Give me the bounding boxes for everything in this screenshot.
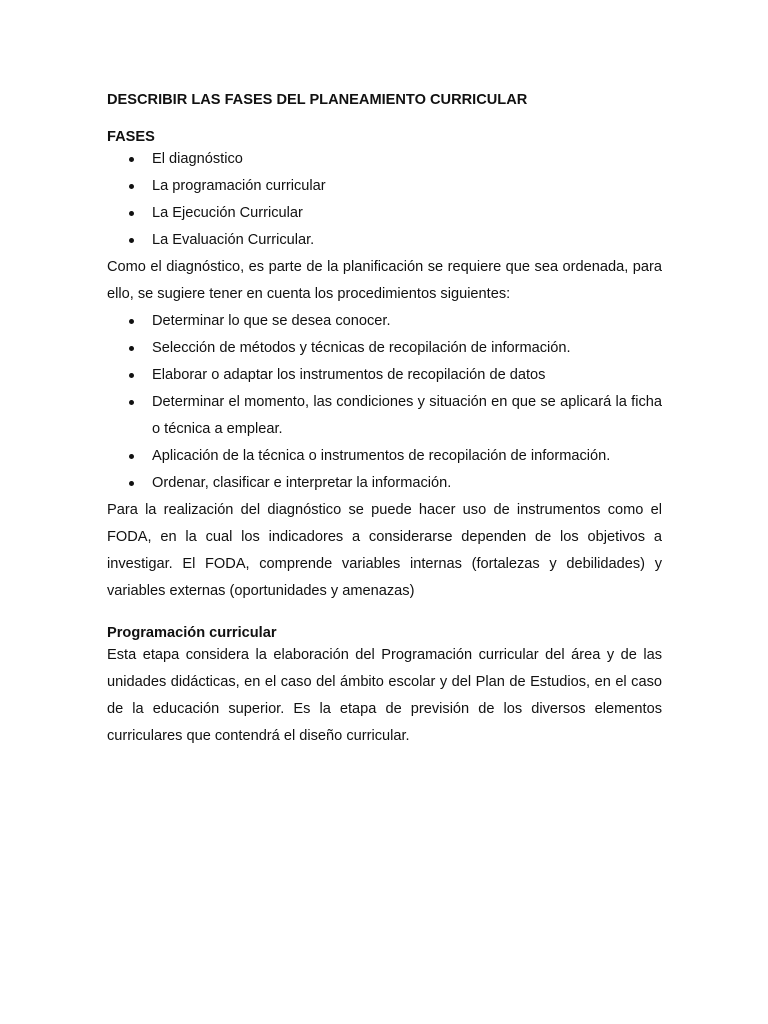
list-item xyxy=(107,470,662,497)
list-item-text: La programación curricular xyxy=(152,178,326,194)
fases-heading: FASES xyxy=(107,129,155,145)
list-item xyxy=(107,389,662,443)
list-item xyxy=(107,227,662,254)
list-item-text: Determinar lo que se desea conocer. xyxy=(152,313,391,329)
foda-paragraph: Para la realización del diagnóstico se puede hacer uso de instrumentos como el FODA, en la cual los indicadores a considerarse dependen de los objetivos a investigar. El FODA, comprende variables internas (fortalezas y debilidades) y variables externas (oportunidades y amenazas) xyxy=(107,502,662,599)
list-item xyxy=(107,146,662,173)
bullet-icon xyxy=(129,373,134,378)
list-item xyxy=(107,443,662,470)
list-item-text: Selección de métodos y técnicas de recopilación de información. xyxy=(152,340,571,356)
list-item xyxy=(107,335,662,362)
bullet-icon xyxy=(129,184,134,189)
list-item xyxy=(107,200,662,227)
bullet-icon xyxy=(129,211,134,216)
list-item xyxy=(107,173,662,200)
list-item-text: La Ejecución Curricular xyxy=(152,205,303,221)
list-item xyxy=(107,308,662,335)
list-item-text: Determinar el momento, las condiciones y situación en que se aplicará la ficha o técnica a emplear. xyxy=(152,394,662,437)
programacion-heading: Programación curricular xyxy=(107,625,277,641)
procedures-list xyxy=(107,308,662,497)
intro-paragraph: Como el diagnóstico, es parte de la planificación se requiere que sea ordenada, para ello, se sugiere tener en cuenta los procedimientos siguientes: xyxy=(107,259,662,302)
list-item xyxy=(107,362,662,389)
fases-list xyxy=(107,146,662,254)
programacion-paragraph: Esta etapa considera la elaboración del Programación curricular del área y de las unidades didácticas, en el caso del ámbito escolar y del Plan de Estudios, en el caso de la educación superior. Es la etapa de previsión de los diversos elementos curriculares que contendrá el diseño curricular. xyxy=(107,647,662,744)
bullet-icon xyxy=(129,454,134,459)
list-item-text: Aplicación de la técnica o instrumentos de recopilación de información. xyxy=(152,448,611,464)
list-item-text: Elaborar o adaptar los instrumentos de recopilación de datos xyxy=(152,367,546,383)
bullet-icon xyxy=(129,346,134,351)
bullet-icon xyxy=(129,238,134,243)
list-item-text: El diagnóstico xyxy=(152,151,243,167)
document-title: DESCRIBIR LAS FASES DEL PLANEAMIENTO CURRICULAR xyxy=(107,92,528,108)
bullet-icon xyxy=(129,319,134,324)
bullet-icon xyxy=(129,157,134,162)
document-page xyxy=(107,88,662,750)
bullet-icon xyxy=(129,481,134,486)
bullet-icon xyxy=(129,400,134,405)
list-item-text: La Evaluación Curricular. xyxy=(152,232,315,248)
list-item-text: Ordenar, clasificar e interpretar la información. xyxy=(152,475,452,491)
